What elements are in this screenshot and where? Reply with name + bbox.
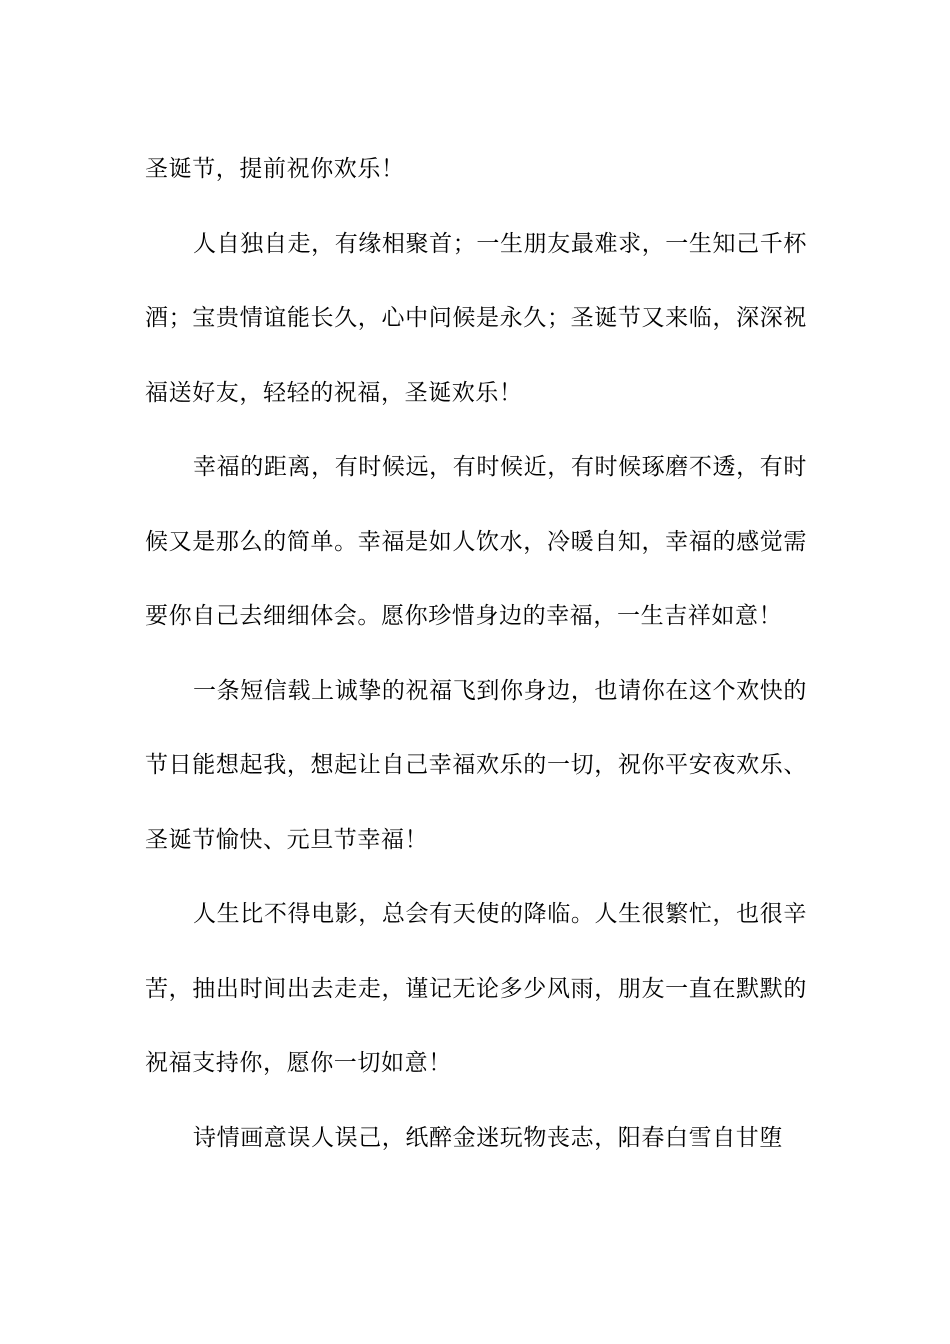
paragraph-1: 圣诞节，提前祝你欢乐！ bbox=[145, 156, 405, 182]
paragraph-2: 人自独自走，有缘相聚首；一生朋友最难求，一生知己千杯酒；宝贵情谊能长久，心中问候是永久；圣诞节又来临，深深祝福送好友，轻轻的祝福，圣诞欢乐！ bbox=[145, 230, 807, 406]
document-body bbox=[145, 132, 807, 1175]
paragraph-3: 幸福的距离，有时候远，有时候近，有时候琢磨不透，有时候又是那么的简单。幸福是如人饮水，冷暖自知，幸福的感觉需要你自己去细细体会。愿你珍惜身边的幸福，一生吉祥如意！ bbox=[145, 454, 807, 629]
paragraph-4: 一条短信载上诚挚的祝福飞到你身边，也请你在这个欢快的节日能想起我，想起让自己幸福欢乐的一切，祝你平安夜欢乐、圣诞节愉快、元旦节幸福！ bbox=[145, 677, 807, 853]
paragraph-5: 人生比不得电影，总会有天使的降临。人生很繁忙，也很辛苦，抽出时间出去走走，谨记无论多少风雨，朋友一直在默默的祝福支持你，愿你一切如意！ bbox=[145, 901, 807, 1076]
paragraph-6: 诗情画意误人误己，纸醉金迷玩物丧志，阳春白雪自甘堕 bbox=[193, 1124, 783, 1151]
